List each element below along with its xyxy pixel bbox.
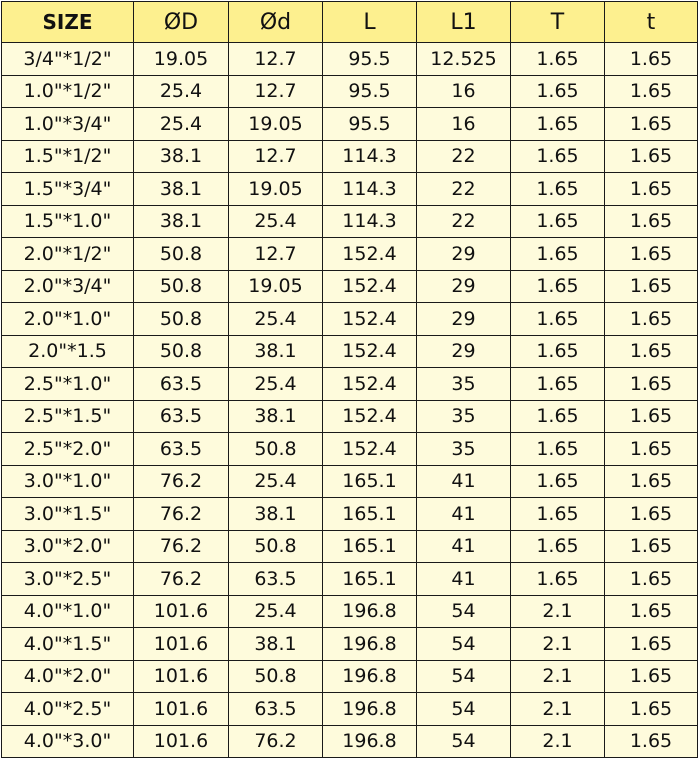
length-cell: 114.3	[323, 140, 417, 173]
size-cell: 4.0"*2.0"	[2, 660, 134, 693]
size-cell: 2.0"*1.5	[2, 335, 134, 368]
table-row	[2, 303, 698, 336]
thickness-small-cell: 1.65	[605, 173, 698, 206]
size-cell: 3.0"*1.0"	[2, 465, 134, 498]
table-row	[2, 368, 698, 401]
thickness-small-cell: 1.65	[605, 205, 698, 238]
size-cell: 2.0"*1/2"	[2, 238, 134, 271]
inner-diameter-cell: 25.4	[229, 303, 323, 336]
length-l1-cell: 29	[417, 270, 511, 303]
column-header-length: L	[323, 2, 417, 43]
length-l1-cell: 22	[417, 140, 511, 173]
inner-diameter-cell: 63.5	[229, 693, 323, 726]
column-header-thickness-small: t	[605, 2, 698, 43]
outer-diameter-cell: 25.4	[134, 75, 229, 108]
length-l1-cell: 29	[417, 335, 511, 368]
thickness-small-cell: 1.65	[605, 433, 698, 466]
length-l1-cell: 16	[417, 108, 511, 141]
outer-diameter-cell: 63.5	[134, 400, 229, 433]
thickness-large-cell: 2.1	[511, 725, 605, 758]
inner-diameter-cell: 12.7	[229, 140, 323, 173]
table-body	[2, 43, 698, 758]
length-cell: 196.8	[323, 628, 417, 661]
length-cell: 196.8	[323, 725, 417, 758]
outer-diameter-cell: 50.8	[134, 303, 229, 336]
length-cell: 95.5	[323, 75, 417, 108]
outer-diameter-cell: 101.6	[134, 628, 229, 661]
table-row	[2, 563, 698, 596]
outer-diameter-cell: 76.2	[134, 530, 229, 563]
thickness-small-cell: 1.65	[605, 693, 698, 726]
size-cell: 3.0"*2.0"	[2, 530, 134, 563]
inner-diameter-cell: 50.8	[229, 433, 323, 466]
outer-diameter-cell: 76.2	[134, 563, 229, 596]
length-cell: 95.5	[323, 43, 417, 76]
table-row	[2, 725, 698, 758]
thickness-large-cell: 1.65	[511, 43, 605, 76]
size-cell: 1.5"*3/4"	[2, 173, 134, 206]
length-cell: 152.4	[323, 238, 417, 271]
thickness-small-cell: 1.65	[605, 660, 698, 693]
length-cell: 114.3	[323, 205, 417, 238]
length-cell: 152.4	[323, 433, 417, 466]
table-row	[2, 43, 698, 76]
table-row	[2, 498, 698, 531]
thickness-small-cell: 1.65	[605, 368, 698, 401]
inner-diameter-cell: 25.4	[229, 368, 323, 401]
length-cell: 152.4	[323, 335, 417, 368]
inner-diameter-cell: 38.1	[229, 498, 323, 531]
inner-diameter-cell: 19.05	[229, 173, 323, 206]
thickness-large-cell: 1.65	[511, 530, 605, 563]
table-row	[2, 530, 698, 563]
length-cell: 196.8	[323, 595, 417, 628]
table-row	[2, 270, 698, 303]
thickness-small-cell: 1.65	[605, 465, 698, 498]
table-row	[2, 628, 698, 661]
outer-diameter-cell: 63.5	[134, 433, 229, 466]
length-l1-cell: 41	[417, 465, 511, 498]
length-cell: 196.8	[323, 660, 417, 693]
table-row	[2, 173, 698, 206]
length-l1-cell: 41	[417, 563, 511, 596]
size-cell: 2.5"*2.0"	[2, 433, 134, 466]
size-cell: 2.5"*1.5"	[2, 400, 134, 433]
table-row	[2, 108, 698, 141]
table-row	[2, 140, 698, 173]
thickness-small-cell: 1.65	[605, 270, 698, 303]
outer-diameter-cell: 50.8	[134, 335, 229, 368]
size-cell: 3.0"*2.5"	[2, 563, 134, 596]
outer-diameter-cell: 38.1	[134, 205, 229, 238]
thickness-small-cell: 1.65	[605, 400, 698, 433]
length-cell: 196.8	[323, 693, 417, 726]
table-row	[2, 238, 698, 271]
table-row	[2, 693, 698, 726]
inner-diameter-cell: 19.05	[229, 108, 323, 141]
thickness-small-cell: 1.65	[605, 628, 698, 661]
length-cell: 165.1	[323, 530, 417, 563]
length-l1-cell: 16	[417, 75, 511, 108]
thickness-large-cell: 1.65	[511, 205, 605, 238]
size-cell: 1.0"*1/2"	[2, 75, 134, 108]
length-l1-cell: 35	[417, 368, 511, 401]
thickness-small-cell: 1.65	[605, 725, 698, 758]
outer-diameter-cell: 50.8	[134, 238, 229, 271]
thickness-large-cell: 1.65	[511, 270, 605, 303]
size-cell: 3/4"*1/2"	[2, 43, 134, 76]
length-l1-cell: 54	[417, 595, 511, 628]
size-cell: 1.0"*3/4"	[2, 108, 134, 141]
length-l1-cell: 29	[417, 238, 511, 271]
inner-diameter-cell: 38.1	[229, 335, 323, 368]
column-header-size: SIZE	[2, 2, 134, 43]
size-cell: 4.0"*2.5"	[2, 693, 134, 726]
inner-diameter-cell: 12.7	[229, 43, 323, 76]
header-row	[2, 2, 698, 43]
length-l1-cell: 22	[417, 205, 511, 238]
outer-diameter-cell: 76.2	[134, 465, 229, 498]
outer-diameter-cell: 25.4	[134, 108, 229, 141]
thickness-large-cell: 1.65	[511, 238, 605, 271]
thickness-small-cell: 1.65	[605, 595, 698, 628]
length-cell: 152.4	[323, 368, 417, 401]
length-l1-cell: 54	[417, 725, 511, 758]
length-cell: 165.1	[323, 465, 417, 498]
thickness-large-cell: 1.65	[511, 335, 605, 368]
thickness-small-cell: 1.65	[605, 563, 698, 596]
inner-diameter-cell: 50.8	[229, 530, 323, 563]
inner-diameter-cell: 38.1	[229, 400, 323, 433]
length-l1-cell: 35	[417, 433, 511, 466]
thickness-large-cell: 1.65	[511, 498, 605, 531]
thickness-small-cell: 1.65	[605, 108, 698, 141]
outer-diameter-cell: 38.1	[134, 173, 229, 206]
inner-diameter-cell: 38.1	[229, 628, 323, 661]
outer-diameter-cell: 101.6	[134, 693, 229, 726]
length-cell: 165.1	[323, 498, 417, 531]
size-cell: 1.5"*1/2"	[2, 140, 134, 173]
size-cell: 4.0"*3.0"	[2, 725, 134, 758]
thickness-small-cell: 1.65	[605, 43, 698, 76]
size-cell: 1.5"*1.0"	[2, 205, 134, 238]
outer-diameter-cell: 63.5	[134, 368, 229, 401]
length-cell: 114.3	[323, 173, 417, 206]
outer-diameter-cell: 19.05	[134, 43, 229, 76]
size-cell: 4.0"*1.0"	[2, 595, 134, 628]
thickness-large-cell: 1.65	[511, 303, 605, 336]
length-cell: 152.4	[323, 270, 417, 303]
length-cell: 95.5	[323, 108, 417, 141]
inner-diameter-cell: 25.4	[229, 595, 323, 628]
thickness-large-cell: 1.65	[511, 368, 605, 401]
length-cell: 152.4	[323, 400, 417, 433]
table-row	[2, 205, 698, 238]
thickness-large-cell: 1.65	[511, 173, 605, 206]
thickness-small-cell: 1.65	[605, 530, 698, 563]
table-row	[2, 595, 698, 628]
column-header-inner-diameter: Ød	[229, 2, 323, 43]
length-cell: 152.4	[323, 303, 417, 336]
thickness-small-cell: 1.65	[605, 303, 698, 336]
thickness-small-cell: 1.65	[605, 75, 698, 108]
thickness-large-cell: 1.65	[511, 433, 605, 466]
size-table	[1, 1, 698, 758]
thickness-small-cell: 1.65	[605, 498, 698, 531]
table-row	[2, 465, 698, 498]
outer-diameter-cell: 101.6	[134, 595, 229, 628]
length-l1-cell: 35	[417, 400, 511, 433]
table-row	[2, 335, 698, 368]
inner-diameter-cell: 63.5	[229, 563, 323, 596]
thickness-large-cell: 1.65	[511, 563, 605, 596]
thickness-large-cell: 1.65	[511, 108, 605, 141]
size-cell: 2.0"*1.0"	[2, 303, 134, 336]
thickness-small-cell: 1.65	[605, 335, 698, 368]
inner-diameter-cell: 25.4	[229, 205, 323, 238]
thickness-large-cell: 1.65	[511, 465, 605, 498]
length-l1-cell: 54	[417, 660, 511, 693]
inner-diameter-cell: 19.05	[229, 270, 323, 303]
length-l1-cell: 41	[417, 530, 511, 563]
thickness-large-cell: 1.65	[511, 400, 605, 433]
column-header-outer-diameter: ØD	[134, 2, 229, 43]
length-l1-cell: 12.525	[417, 43, 511, 76]
outer-diameter-cell: 101.6	[134, 725, 229, 758]
column-header-thickness-large: T	[511, 2, 605, 43]
size-cell: 3.0"*1.5"	[2, 498, 134, 531]
outer-diameter-cell: 101.6	[134, 660, 229, 693]
table-row	[2, 433, 698, 466]
table-row	[2, 400, 698, 433]
inner-diameter-cell: 76.2	[229, 725, 323, 758]
thickness-large-cell: 2.1	[511, 595, 605, 628]
size-cell: 4.0"*1.5"	[2, 628, 134, 661]
thickness-small-cell: 1.65	[605, 140, 698, 173]
size-cell: 2.5"*1.0"	[2, 368, 134, 401]
inner-diameter-cell: 50.8	[229, 660, 323, 693]
table-row	[2, 75, 698, 108]
thickness-large-cell: 1.65	[511, 75, 605, 108]
length-l1-cell: 22	[417, 173, 511, 206]
table-row	[2, 660, 698, 693]
inner-diameter-cell: 25.4	[229, 465, 323, 498]
length-l1-cell: 54	[417, 693, 511, 726]
thickness-large-cell: 2.1	[511, 628, 605, 661]
length-cell: 165.1	[323, 563, 417, 596]
outer-diameter-cell: 76.2	[134, 498, 229, 531]
length-l1-cell: 29	[417, 303, 511, 336]
length-l1-cell: 41	[417, 498, 511, 531]
outer-diameter-cell: 38.1	[134, 140, 229, 173]
inner-diameter-cell: 12.7	[229, 238, 323, 271]
thickness-small-cell: 1.65	[605, 238, 698, 271]
size-cell: 2.0"*3/4"	[2, 270, 134, 303]
thickness-large-cell: 2.1	[511, 693, 605, 726]
thickness-large-cell: 2.1	[511, 660, 605, 693]
outer-diameter-cell: 50.8	[134, 270, 229, 303]
length-l1-cell: 54	[417, 628, 511, 661]
inner-diameter-cell: 12.7	[229, 75, 323, 108]
column-header-length-l1: L1	[417, 2, 511, 43]
thickness-large-cell: 1.65	[511, 140, 605, 173]
